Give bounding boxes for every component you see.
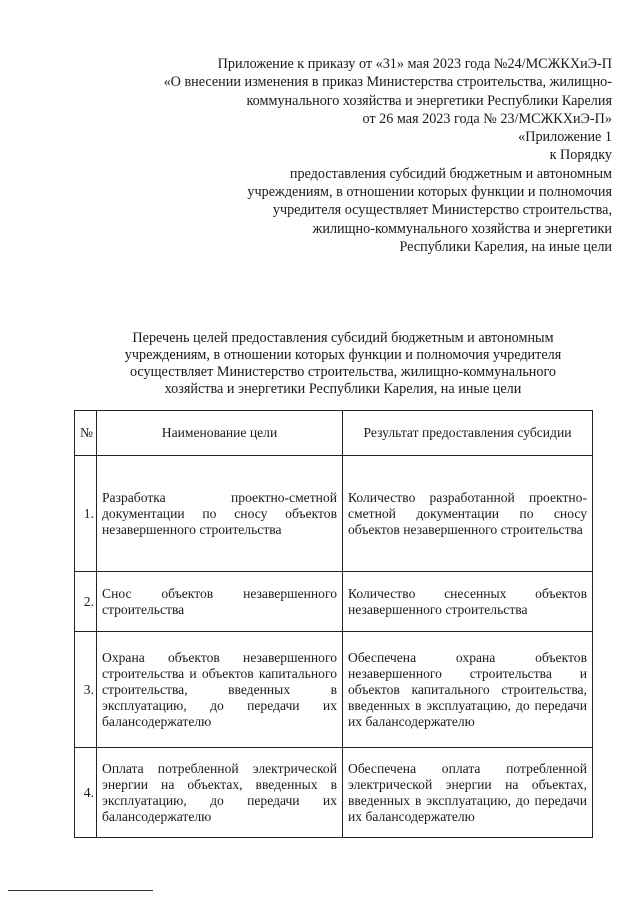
- table-row: [75, 632, 593, 748]
- row-number: 3.: [75, 632, 97, 748]
- title-line: Перечень целей предоставления субсидий бюджетным и автономным: [132, 330, 554, 346]
- header-line: от 26 мая 2023 года № 23/МСЖКХиЭ-П»: [362, 110, 612, 127]
- header-line: Республики Карелия, на иные цели: [399, 238, 612, 255]
- col-header-result: Результат предоставления субсидии: [343, 411, 593, 456]
- title-line: учреждениям, в отношении которых функции и полномочия учредителя: [124, 347, 562, 363]
- goals-table: [74, 410, 593, 838]
- col-header-goal: Наименование цели: [97, 411, 343, 456]
- row-goal: Снос объектов незавершенного строительства: [97, 572, 343, 632]
- table-row: [75, 456, 593, 572]
- header-line: жилищно-коммунального хозяйства и энергетики: [312, 220, 612, 237]
- row-number: 4.: [75, 748, 97, 838]
- table-header-row: [75, 411, 593, 456]
- header-line: учредителя осуществляет Министерство строительства,: [272, 202, 612, 219]
- row-result: Количество разработанной проектно-сметной документации по сносу объектов незавершенного строительства: [343, 456, 593, 572]
- row-goal: Разработка проектно-сметной документации по сносу объектов незавершенного строительства: [97, 456, 343, 572]
- header-line: «Приложение 1: [518, 129, 612, 146]
- table-row: [75, 748, 593, 838]
- header-line: предоставления субсидий бюджетным и автономным: [289, 165, 612, 182]
- header-line: к Порядку: [549, 147, 612, 164]
- row-result: Обеспечена оплата потребленной электрической энергии на объектах, введенных в эксплуатацию, до передачи их балансодержателю: [343, 748, 593, 838]
- row-result: Количество снесенных объектов незавершенного строительства: [343, 572, 593, 632]
- footnote-separator: [8, 890, 153, 891]
- title-line: хозяйства и энергетики Республики Карелия, на иные цели: [164, 381, 522, 397]
- appendix-header: [92, 55, 612, 256]
- title-line: осуществляет Министерство строительства, жилищно-коммунального: [129, 364, 557, 380]
- row-result: Обеспечена охрана объектов незавершенного строительства и объектов капитального строительства, введенных в эксплуатацию, до передачи их балансодержателю: [343, 632, 593, 748]
- row-goal: Охрана объектов незавершенного строительства и объектов капитального строительства, введенных в эксплуатацию, до передачи их балансодержателю: [97, 632, 343, 748]
- header-line: коммунального хозяйства и энергетики Республики Карелия: [246, 92, 612, 109]
- col-header-number: №: [75, 411, 97, 456]
- row-number: 2.: [75, 572, 97, 632]
- row-goal: Оплата потребленной электрической энергии на объектах, введенных в эксплуатацию, до передачи их балансодержателю: [97, 748, 343, 838]
- header-line: учреждениям, в отношении которых функции и полномочия: [247, 184, 612, 201]
- table-row: [75, 572, 593, 632]
- document-title: [88, 330, 598, 398]
- header-line: «О внесении изменения в приказ Министерства строительства, жилищно-: [163, 74, 612, 91]
- row-number: 1.: [75, 456, 97, 572]
- header-line: Приложение к приказу от «31» мая 2023 года №24/МСЖКХиЭ-П: [217, 56, 612, 72]
